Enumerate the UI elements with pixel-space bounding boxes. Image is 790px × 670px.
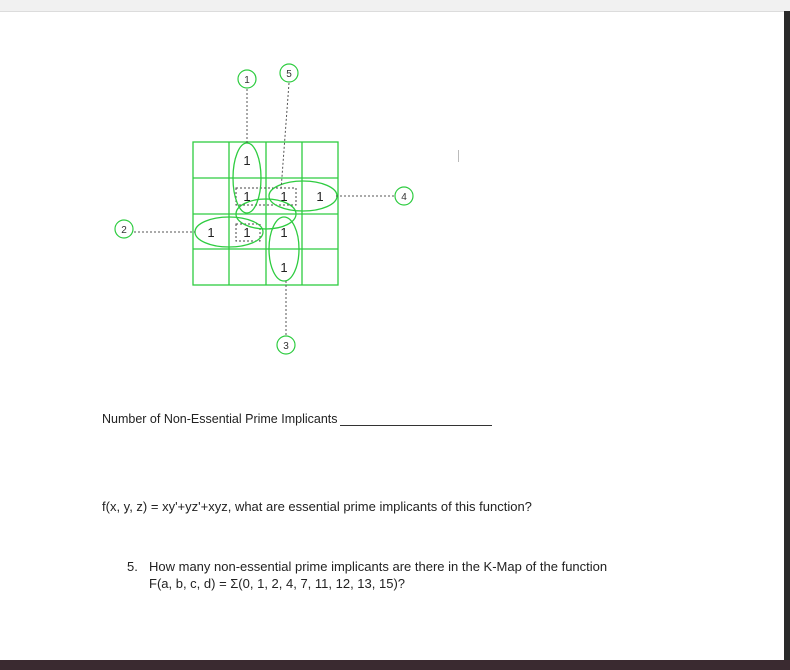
question-number: 5. [127,559,138,574]
question-5-line-2: F(a, b, c, d) = Σ(0, 1, 2, 4, 7, 11, 12, 13, 15)? [149,576,406,591]
question-non-essential-count [102,412,492,426]
k-map-cell-one-r2-c1: 1 [243,225,251,240]
question-5-line-1 [127,558,607,575]
k-map-cell-one-r1-c1: 1 [243,189,251,204]
taskbar [0,660,790,670]
k-map-grid [193,142,338,285]
k-map-cell-one-r0-c1: 1 [243,153,251,168]
leader-5 [281,83,289,190]
answer-blank[interactable] [340,413,492,426]
label-text-1: 1 [244,75,250,86]
label-text-4: 4 [401,192,407,203]
label-text-2: 2 [121,225,127,236]
loop-4 [269,181,337,211]
k-map-cell-one-r1-c2: 1 [280,189,288,204]
question-essential-implicants: f(x, y, z) = xy'+yz'+xyz, what are essential prime implicants of this function? [102,499,532,514]
question-5-text: How many non-essential prime implicants are there in the K-Map of the function [149,559,608,574]
k-map-cell-one-r3-c2: 1 [280,260,288,275]
label-circles [115,64,413,354]
question-1-text: Number of Non-Essential Prime Implicants [102,412,338,426]
label-text-3: 3 [283,341,289,352]
k-map-cell-one-r1-c3: 1 [316,189,324,204]
label-texts [121,69,407,352]
k-map-cell-one-r2-c2: 1 [280,225,288,240]
question-5 [127,558,607,592]
leader-lines [134,83,395,336]
label-text-5: 5 [286,69,292,80]
k-map-cell-one-r2-c0: 1 [207,225,215,240]
